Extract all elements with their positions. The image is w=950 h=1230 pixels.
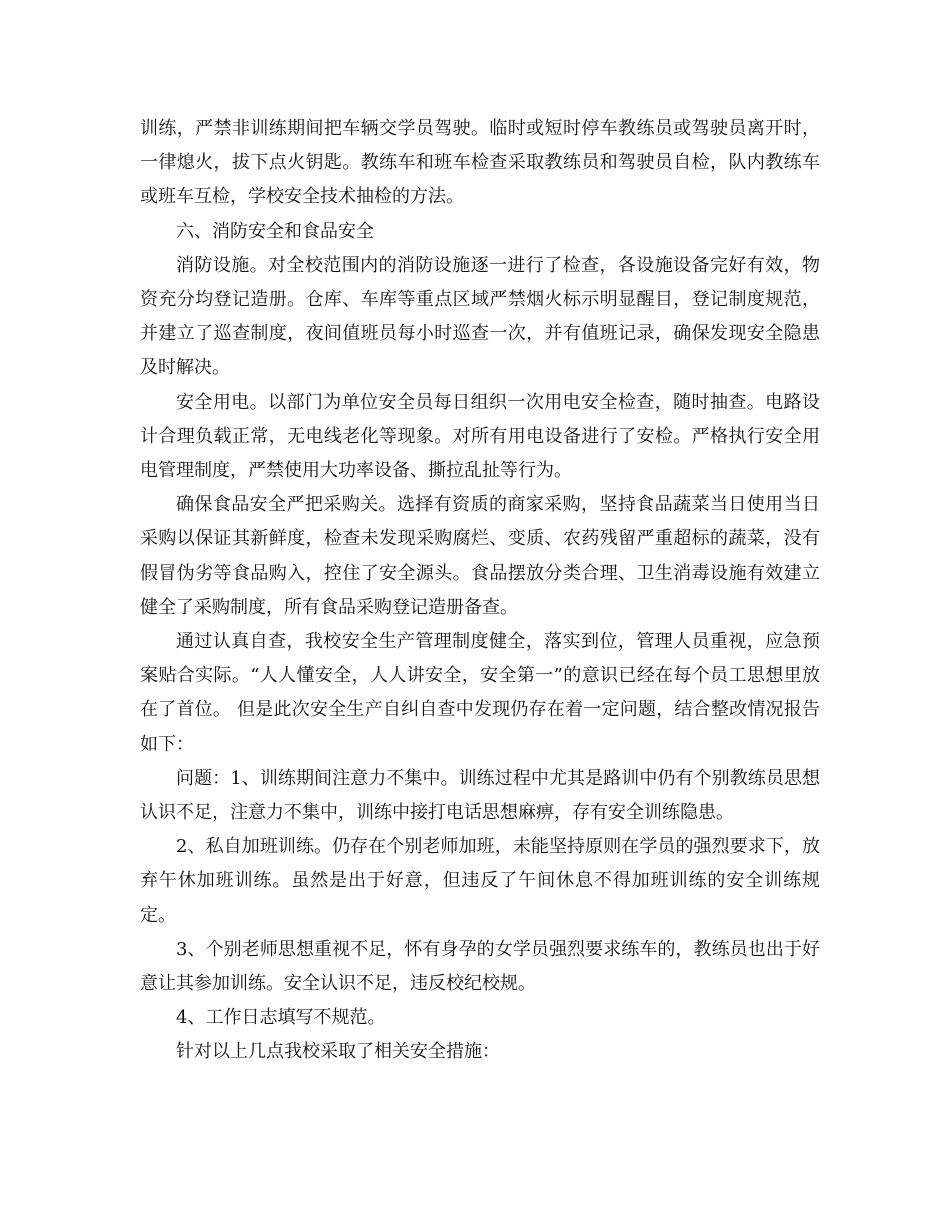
paragraph-issue-1: 问题：1、训练期间注意力不集中。训练过程中尤其是路训中仍有个别教练员思想认识不足，注意力不集中，训练中接打电话思想麻痹，存有安全训练隐患。 [140,767,820,824]
paragraph-issue-2: 2、私自加班训练。仍存在个别老师加班，未能坚持原则在学员的强烈要求下，放弃午休加班训练。虽然是出于好意，但违反了午间休息不得加班训练的安全训练规定。 [140,836,820,926]
document-body [140,112,820,1070]
section-heading-fire-food-safety: 六、消防安全和食品安全 [176,220,374,242]
paragraph-vehicle-training: 训练，严禁非训练期间把车辆交学员驾驶。临时或短时停车教练员或驾驶员离开时，一律熄火，拔下点火钥匙。教练车和班车检查采取教练员和驾驶员自检，队内教练车或班车互检，学校安全技术抽检的方法。 [140,118,820,208]
paragraph-food-safety: 确保食品安全严把采购关。选择有资质的商家采购，坚持食品蔬菜当日使用当日采购以保证其新鲜度，检查未发现采购腐烂、变质、农药残留严重超标的蔬菜，没有假冒伪劣等食品购入，控住了安全源头。食品摆放分类合理、卫生消毒设施有效建立健全了采购制度，所有食品采购登记造册备查。 [140,494,820,618]
paragraph-electricity-safety: 安全用电。以部门为单位安全员每日组织一次用电安全检查，随时抽查。电路设计合理负载正常，无电线老化等现象。对所有用电设备进行了安检。严格执行安全用电管理制度，严禁使用大功率设备、撕拉乱扯等行为。 [140,391,820,482]
paragraph-fire-facilities: 消防设施。对全校范围内的消防设施逐一进行了检查，各设施设备完好有效，物资充分均登记造册。仓库、车库等重点区域严禁烟火标示明显醒目，登记制度规范，并建立了巡查制度，夜间值班员每小时巡查一次，并有值班记录，确保发现安全隐患及时解决。 [140,254,820,379]
paragraph-issue-4: 4、工作日志填写不规范。 [176,1007,386,1029]
paragraph-issue-3: 3、个别老师思想重视不足，怀有身孕的女学员强烈要求练车的，教练员也出于好意让其参加训练。安全认识不足，违反校纪校规。 [140,938,820,995]
paragraph-measures-intro: 针对以上几点我校采取了相关安全措施： [176,1041,500,1063]
paragraph-self-inspection-summary: 通过认真自查，我校安全生产管理制度健全，落实到位，管理人员重视，应急预案贴合实际。“人人懂安全，人人讲安全，安全第一”的意识已经在每个员工思想里放在了首位。 但是此次安全生产自纠自查中发现仍存在着一定问题，结合整改情况报告如下： [140,631,820,755]
